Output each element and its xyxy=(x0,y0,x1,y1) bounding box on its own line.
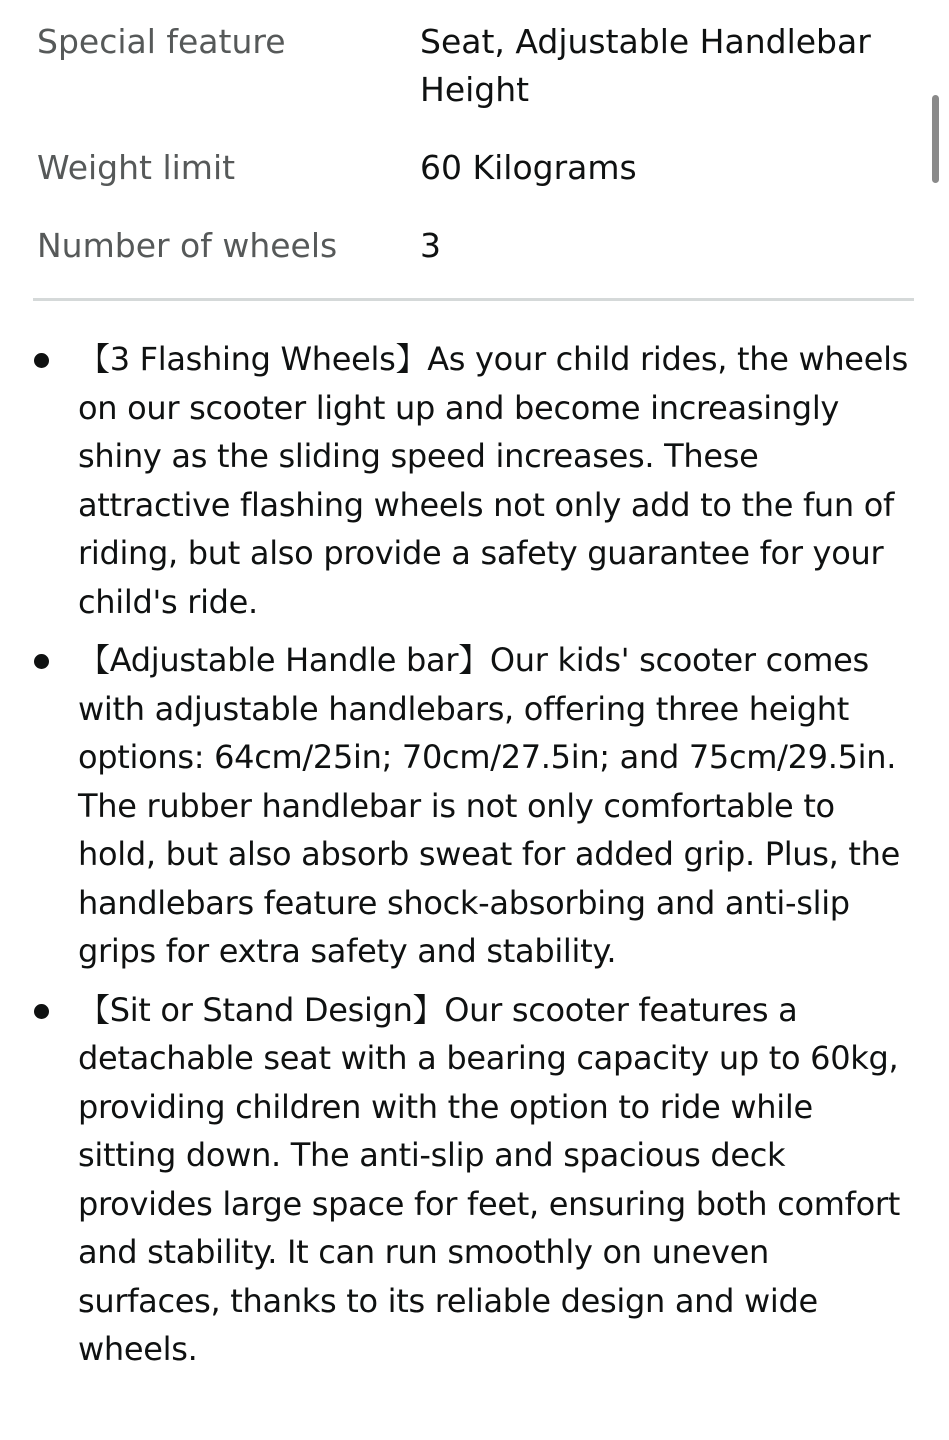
scrollbar-thumb[interactable] xyxy=(932,95,939,183)
spec-label: Number of wheels xyxy=(37,226,338,265)
spec-value: 60 Kilograms xyxy=(420,148,637,187)
list-item xyxy=(0,335,949,626)
bottom-edge xyxy=(0,1432,949,1440)
section-divider xyxy=(33,298,914,301)
spec-value: Seat, Adjustable Handlebar Height xyxy=(420,22,871,109)
about-this-item-list xyxy=(0,335,949,1384)
spec-label: Special feature xyxy=(37,22,286,61)
bullet-point-icon xyxy=(34,1004,49,1019)
spec-value: 3 xyxy=(420,226,441,265)
bullet-text: 【3 Flashing Wheels】As your child rides, the wheels on our scooter light up and become increasingly shiny as the sliding speed increases. These attractive flashing wheels not only add to the fun of riding, but also provide a safety guarantee for your child's ride. xyxy=(78,340,909,621)
list-item xyxy=(0,636,949,976)
bullet-point-icon xyxy=(34,654,49,669)
bullet-point-icon xyxy=(34,353,49,368)
list-item xyxy=(0,986,949,1374)
spec-label: Weight limit xyxy=(37,148,236,187)
bullet-text: 【Sit or Stand Design】Our scooter features a detachable seat with a bearing capacity up to 60kg, providing children with the option to ride while sitting down. The anti-slip and spacious deck provides large space for feet, ensuring both comfort and stability. It can run smoothly on uneven surfaces, thanks to its reliable design and wide wheels. xyxy=(78,990,900,1368)
bullet-text: 【Adjustable Handle bar】Our kids' scooter comes with adjustable handlebars, offering three height options: 64cm/25in; 70cm/27.5in; and 75cm/29.5in. The rubber handlebar is not only comfortable to hold, but also absorb sweat for added grip. Plus, the handlebars feature shock-absorbing and anti-slip grips for extra safety and stability. xyxy=(78,641,901,970)
